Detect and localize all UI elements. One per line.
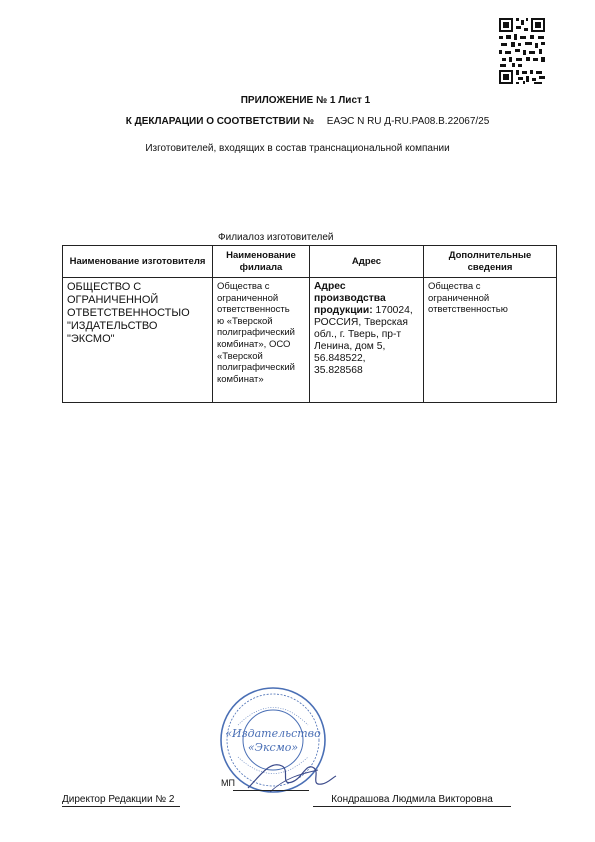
manufacturer-cell: ОБЩЕСТВО С ОГРАНИЧЕННОЙ ОТВЕТСТВЕННОСТЫО "ИЗДАТЕЛЬСТВО "ЭКСМО" (63, 278, 213, 403)
table-row (63, 278, 557, 403)
document-subtitle: Изготовителей, входящих в состав транснациональной компании (145, 143, 450, 154)
director-title: Директор Редакции № 2 (62, 794, 180, 807)
signer-name: Кондрашова Людмила Викторовна (313, 794, 511, 807)
svg-text:«Издательство: «Издательство (225, 727, 321, 740)
branches-table (62, 245, 557, 403)
extra-cell: Общества с ограниченной ответственностью (424, 278, 557, 403)
address-value: 170024, РОССИЯ, Тверская обл., г. Тверь, пр-т Ленина, дом 5, 56.848522, 35.828568 (314, 305, 413, 376)
address-label: Адрес производства продукции: (314, 281, 386, 316)
declaration-title (10, 116, 595, 127)
signature-line (233, 790, 309, 791)
address-cell (310, 278, 424, 403)
table-header-row (63, 246, 557, 278)
declaration-number: ЕАЭС N RU Д-RU.PA08.В.22067/25 (326, 116, 490, 127)
column-header-manufacturer: Наименование изготовителя (63, 246, 213, 278)
table-title: Филиалоз изготовителей (218, 232, 334, 243)
column-header-branch: Наименование филиала (213, 246, 310, 278)
stamp-mark-label: МП (221, 778, 235, 788)
column-header-address: Адрес (310, 246, 424, 278)
svg-text:«Эксмо»: «Эксмо» (247, 741, 299, 754)
declaration-label: К ДЕКЛАРАЦИИ О СООТВЕТСТВИИ № (125, 116, 314, 127)
branch-cell: Общества с ограниченной ответственность ю «Тверской полиграфический комбинат», ОСО «Тверской полиграфический комбинат» (213, 278, 310, 403)
column-header-extra: Дополнительные сведения (424, 246, 557, 278)
annex-title: ПРИЛОЖЕНИЕ № 1 Лист 1 (240, 95, 371, 106)
qr-code-icon (497, 16, 547, 86)
